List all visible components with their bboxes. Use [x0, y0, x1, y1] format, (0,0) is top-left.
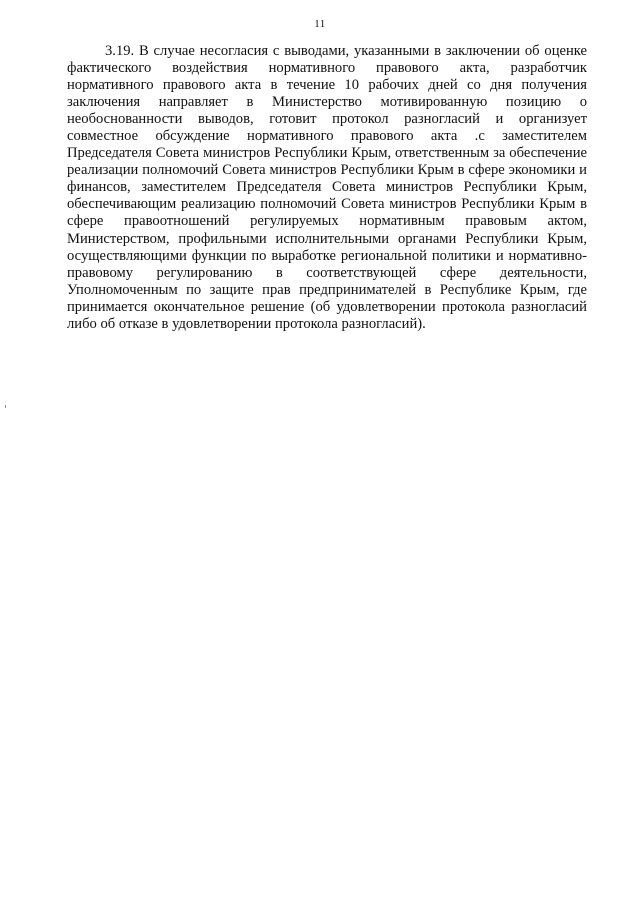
- scan-margin-mark: [5, 405, 6, 408]
- page-number: 11: [314, 18, 326, 30]
- paragraph-3-19: 3.19. В случае несогласия с выводами, указанными в заключении об оценке фактического воздействия нормативного правового акта, разработчик нормативного правового акта в течение 10 рабочих дней со дня получения заключения направляет в Министерство мотивированную позицию о необоснованности выводов, готовит протокол разногласий и организует совместное обсуждение нормативного правового акта .с заместителем Председателя Совета министров Республики Крым, ответственным за обеспечение реализации полномочий Совета министров Республики Крым в сфере экономики и финансов, заместителем Председателя Совета министров Республики Крым, обеспечивающим реализацию полномочий Совета министров Республики Крым в сфере правоотношений регулируемых нормативным правовым актом, Министерством, профильными исполнительными органами Республики Крым, осуществляющими функции по выработке региональной политики и нормативно-правовому регулированию в соответствующей сфере деятельности, Уполномоченным по защите прав предпринимателей в Республике Крым, где принимается окончательное решение (об удовлетворении протокола разногласий либо об отказе в удовлетворении протокола разногласий).: [67, 43, 587, 332]
